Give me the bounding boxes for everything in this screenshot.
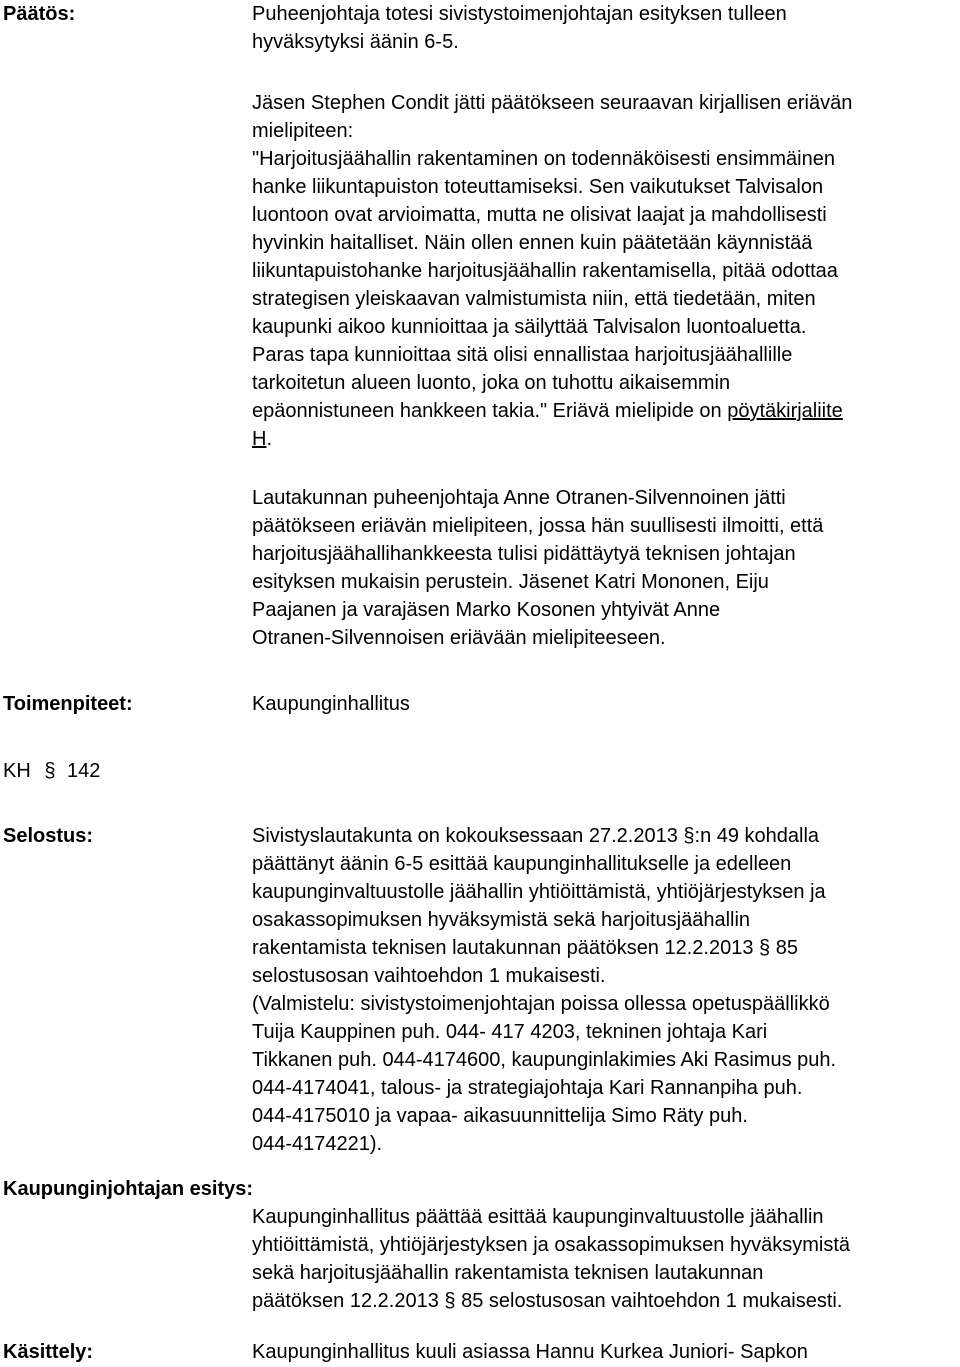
text-line: hanke liikuntapuiston toteuttamiseksi. Sen vaikutukset Talvisalon <box>252 176 824 198</box>
text-line: hyväksytyksi äänin 6-5. <box>252 31 459 53</box>
text-line: 044-4174221). <box>252 1133 383 1155</box>
section-sign: § <box>44 760 56 782</box>
kh-section-heading <box>3 757 100 785</box>
text-line: 044-4175010 ja vapaa- aikasuunnittelija Simo Räty puh. <box>252 1105 748 1127</box>
text-line <box>252 425 958 453</box>
text-line: Lautakunnan puheenjohtaja Anne Otranen-Silvennoinen jätti <box>252 487 786 509</box>
text-line: hyvinkin haitalliset. Näin ollen ennen kuin päätetään käynnistää <box>252 232 813 254</box>
section-sign: § <box>759 937 771 959</box>
text-fragment: epäonnistuneen hankkeen takia." Eriävä mielipide on <box>252 400 728 422</box>
text-line: päätökseen eriävän mielipiteen, jossa hän suullisesti ilmoitti, että <box>252 515 824 537</box>
text-fragment: Sivistyslautakunta on kokouksessaan 27.2.2013 <box>252 825 684 847</box>
text-line <box>252 1287 958 1315</box>
toimenpiteet-label: Toimenpiteet: <box>3 693 133 715</box>
kh-number: 142 <box>67 760 101 782</box>
text-line: kaupunki aikoo kunnioittaa ja säilyttää Talvisalon luontoaluetta. <box>252 316 807 338</box>
text-line: Kaupunginhallitus päättää esittää kaupunginvaltuustolle jäähallin <box>252 1206 824 1228</box>
text-line: osakassopimuksen hyväksymistä sekä harjoitusjäähallin <box>252 909 751 931</box>
kasittely-label: Käsittely: <box>3 1341 94 1363</box>
text-line: esityksen mukaisin perustein. Jäsenet Katri Mononen, Eiju <box>252 571 769 593</box>
attachment-link-letter[interactable]: H <box>252 428 267 450</box>
text-fragment: . <box>266 428 273 450</box>
text-line <box>252 397 958 425</box>
text-fragment: rakentamista teknisen lautakunnan päätöksen 12.2.2013 <box>252 937 760 959</box>
text-line: strategisen yleiskaavan valmistumista niin, että tiedetään, miten <box>252 288 816 310</box>
paatos-label: Päätös: <box>3 3 76 25</box>
eriava-mielipide-puheenjohtaja <box>252 484 958 652</box>
text-line: selostusosan vaihtoehdon 1 mukaisesti. <box>252 965 606 987</box>
kasittely-value: Kaupunginhallitus kuuli asiassa Hannu Kurkea Juniori- Sapkon <box>252 1341 808 1363</box>
text-line: yhtiöittämistä, yhtiöjärjestyksen ja osakassopimuksen hyväksymistä <box>252 1234 851 1256</box>
paatos-body <box>252 0 958 56</box>
text-line: luontoon ovat arvioimatta, mutta ne olisivat laajat ja mahdollisesti <box>252 204 827 226</box>
attachment-link[interactable]: pöytäkirjaliite <box>727 400 843 422</box>
text-line: Otranen-Silvennoisen eriävään mielipiteeseen. <box>252 627 666 649</box>
section-sign: § <box>683 825 695 847</box>
esitys-label: Kaupunginjohtajan esitys: <box>3 1178 254 1200</box>
text-line: tarkoitetun alueen luonto, joka on tuhottu aikaisemmin <box>252 372 731 394</box>
selostus-body <box>252 822 958 1158</box>
text-line: sekä harjoitusjäähallin rakentamista teknisen lautakunnan <box>252 1262 764 1284</box>
text-line: "Harjoitusjäähallin rakentaminen on todennäköisesti ensimmäinen <box>252 148 835 170</box>
text-line <box>252 822 958 850</box>
section-sign: § <box>444 1290 456 1312</box>
text-line: kaupunginvaltuustolle jäähallin yhtiöittämistä, yhtiöjärjestyksen ja <box>252 881 826 903</box>
text-line: Paajanen ja varajäsen Marko Kosonen yhtyivät Anne <box>252 599 721 621</box>
text-line: (Valmistelu: sivistystoimenjohtajan poissa ollessa opetuspäällikkö <box>252 993 830 1015</box>
selostus-paragraph <box>252 822 958 1158</box>
paatos-paragraph-1 <box>252 0 958 56</box>
text-line: Tuija Kauppinen puh. 044- 417 4203, tekninen johtaja Kari <box>252 1021 768 1043</box>
text-line: harjoitusjäähallihankkeesta tulisi pidättäytyä teknisen johtajan <box>252 543 796 565</box>
paatos-paragraph-3 <box>252 484 958 652</box>
esitys-paragraph <box>252 1203 958 1315</box>
text-line: 044-4174041, talous- ja strategiajohtaja Kari Rannanpiha puh. <box>252 1077 803 1099</box>
text-line: Jäsen Stephen Condit jätti päätökseen seuraavan kirjallisen eriävän <box>252 92 853 114</box>
eriava-mielipide-condit <box>252 89 958 453</box>
text-line: Paras tapa kunnioittaa sitä olisi ennallistaa harjoitusjäähallille <box>252 344 793 366</box>
text-line: päättänyt äänin 6-5 esittää kaupunginhallitukselle ja edelleen <box>252 853 792 875</box>
text-line <box>252 934 958 962</box>
text-line: Puheenjohtaja totesi sivistystoimenjohtajan esityksen tulleen <box>252 3 787 25</box>
text-fragment: :n 49 kohdalla <box>694 825 820 847</box>
text-fragment: 85 selostusosan vaihtoehdon 1 mukaisesti. <box>455 1290 843 1312</box>
text-fragment: päätöksen 12.2.2013 <box>252 1290 445 1312</box>
text-line: mielipiteen: <box>252 120 354 142</box>
text-line: liikuntapuistohanke harjoitusjäähallin rakentamisella, pitää odottaa <box>252 260 838 282</box>
selostus-label: Selostus: <box>3 825 94 847</box>
kh-prefix: KH <box>3 760 31 782</box>
paatos-paragraph-2 <box>252 89 958 453</box>
toimenpiteet-value: Kaupunginhallitus <box>252 693 410 715</box>
text-fragment: 85 <box>770 937 798 959</box>
esitys-body <box>252 1203 958 1315</box>
text-line: Tikkanen puh. 044-4174600, kaupunginlakimies Aki Rasimus puh. <box>252 1049 837 1071</box>
